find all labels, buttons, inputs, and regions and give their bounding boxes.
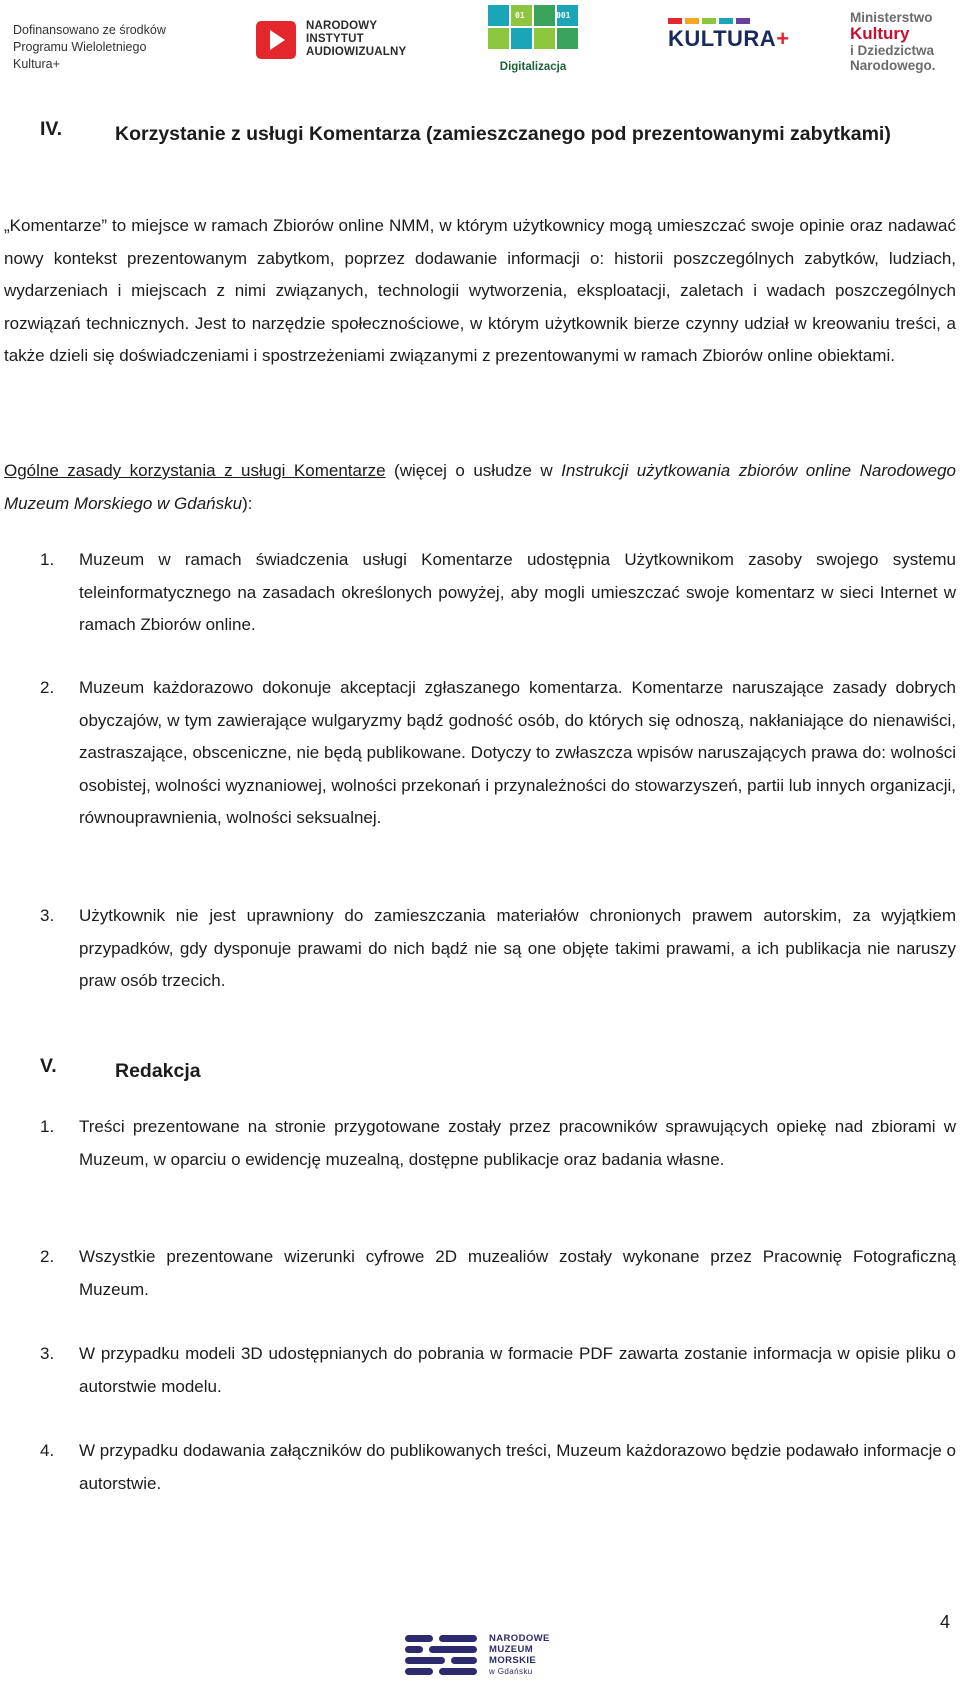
section-iv-heading: [40, 118, 956, 188]
funding-line-2: Programu Wieloletniego: [13, 40, 147, 54]
list-item-text: Wszystkie prezentowane wizerunki cyfrowe 2D muzealiów zostały wykonane przez Pracownię Fotograficzną Muzeum.: [79, 1247, 956, 1299]
list-item-number: 2.: [40, 678, 55, 697]
list-item-text: W przypadku dodawania załączników do publikowanych treści, Muzeum każdorazowo będzie podawało informacje o autorstwie.: [79, 1441, 956, 1493]
nmm-line-2: MUZEUM: [489, 1644, 534, 1655]
list-item: [40, 1435, 956, 1503]
rules-post: ):: [242, 493, 253, 513]
funding-line-1: Dofinansowano ze środków: [13, 23, 166, 37]
list-item-text: Użytkownik nie jest uprawniony do zamieszczania materiałów chronionych prawem autorskim, za wyjątkiem przypadków, gdy dysponuje prawami do nich bądź nie są one objęte takimi prawami, a ich publikacja nie naruszy praw osób trzecich.: [79, 906, 956, 990]
ministry-line-3: i Dziedzictwa: [850, 43, 935, 58]
logo-square: [557, 28, 578, 49]
digitalizacja-logo: [488, 5, 578, 77]
list-item: [40, 1241, 956, 1309]
list-item-number: 3.: [40, 906, 55, 925]
nmm-line-1: NARODOWE: [489, 1633, 550, 1644]
list-item-number: 1.: [40, 550, 55, 569]
list-item: [40, 900, 956, 1000]
section-number: V.: [40, 1055, 57, 1077]
nmm-line-3: MORSKIE: [489, 1655, 537, 1666]
ministry-line-4: Narodowego.: [850, 58, 936, 73]
list-item-text: W przypadku modeli 3D udostępnianych do pobrania w formacie PDF zawarta zostanie informacja w opisie pliku o autorstwie modelu.: [79, 1344, 956, 1396]
section-v-heading: [40, 1055, 956, 1089]
list-item-number: 1.: [40, 1117, 55, 1136]
section-number: IV.: [40, 118, 63, 140]
ministry-logo: [850, 10, 936, 73]
rules-pre: (więcej o usłudze w: [385, 461, 562, 480]
nia-line-2: INSTYTUT: [306, 33, 364, 45]
nia-line-3: AUDIOWIZUALNY: [306, 46, 407, 58]
nmm-line-4: w Gdańsku: [489, 1667, 533, 1676]
rules-italic: Instrukcji użytkowania zbiorów online Narodowego Muzeum Morskiego w Gdańsku: [4, 461, 956, 513]
list-item: [40, 544, 956, 644]
kultura-plus: +: [776, 26, 790, 51]
kultura-name: KULTURA: [668, 26, 777, 51]
logo-square: [488, 5, 509, 26]
list-item-number: 4.: [40, 1441, 55, 1460]
logo-square: [511, 28, 532, 49]
ministry-line-1: Ministerstwo: [850, 10, 933, 25]
play-icon: [256, 21, 296, 59]
rules-paragraph: [4, 455, 956, 520]
section-title: Redakcja: [115, 1060, 201, 1082]
logo-bits-right: 001: [556, 11, 571, 20]
nmm-waves-icon: [405, 1633, 477, 1677]
nmm-logo: [405, 1633, 550, 1677]
list-item: [40, 1338, 956, 1406]
rules-link[interactable]: Ogólne zasady korzystania z usługi Komentarze: [4, 461, 386, 480]
list-item: [40, 672, 956, 872]
page-number: 4: [940, 1612, 951, 1632]
digitalizacja-label: Digitalizacja: [499, 61, 567, 73]
logo-bits-left: 01: [515, 11, 525, 20]
list-item: [40, 1111, 956, 1211]
list-item-text: Treści prezentowane na stronie przygotowane zostały przez pracowników sprawujących opiekę nad zbiorami w Muzeum, w oparciu o ewidencję muzealną, dostępne publikacje oraz badania własne.: [79, 1117, 956, 1169]
logo-square: [534, 28, 555, 49]
kultura-plus-logo: [668, 18, 790, 52]
logo-square: [488, 28, 509, 49]
color-bars-icon: [668, 18, 790, 24]
section-title: Korzystanie z usługi Komentarza (zamieszczanego pod prezentowanymi zabytkami): [115, 123, 891, 145]
funding-note: [13, 22, 166, 73]
section-iv-intro: „Komentarze” to miejsce w ramach Zbiorów online NMM, w którym użytkownicy mogą umieszczać swoje opinie oraz nadawać nowy kontekst prezentowanym zabytkom, poprzez dodawanie informacji o: historii poszczególnych zabytków, ludziach, wydarzeniach i miejscach z nimi związanych, technologii wytworzenia, eksploatacji, zaletach i wadach poszczególnych rozwiązań technicznych. Jest to narzędzie społecznościowe, w którym użytkownik bierze czynny udział w kreowaniu treści, a także dzieli się doświadczeniami i spostrzeżeniami związanymi z prezentowanymi w ramach Zbiorów online obiektami.: [4, 216, 956, 365]
nia-logo: [256, 20, 406, 59]
list-item-number: 2.: [40, 1247, 55, 1266]
list-item-text: Muzeum w ramach świadczenia usługi Komentarze udostępnia Użytkownikom zasoby swojego systemu teleinformatycznego na zasadach określonych powyżej, aby mogli umieszczać swoje komentarz w sieci Internet w ramach Zbiorów online.: [79, 550, 956, 634]
nia-line-1: NARODOWY: [306, 20, 378, 32]
list-item-text: Muzeum każdorazowo dokonuje akceptacji zgłaszanego komentarza. Komentarze naruszające zasady dobrych obyczajów, w tym zawierające wulgaryzmy bądź godność osób, do których się odnoszą, nakłaniające do nienawiści, zastraszające, obsceniczne, nie będą publikowane. Dotyczy to zwłaszcza wpisów naruszających prawa do: wolności osobistej, wolności wyznaniowej, wolności przekonań i przynależności do stowarzyszeń, partii lub innych organizacji, równouprawnienia, wolności seksualnej.: [79, 678, 956, 827]
list-item-number: 3.: [40, 1344, 55, 1363]
ministry-line-2: Kultury: [850, 24, 910, 43]
logo-square: [534, 5, 555, 26]
funding-line-3: Kultura+: [13, 57, 60, 71]
